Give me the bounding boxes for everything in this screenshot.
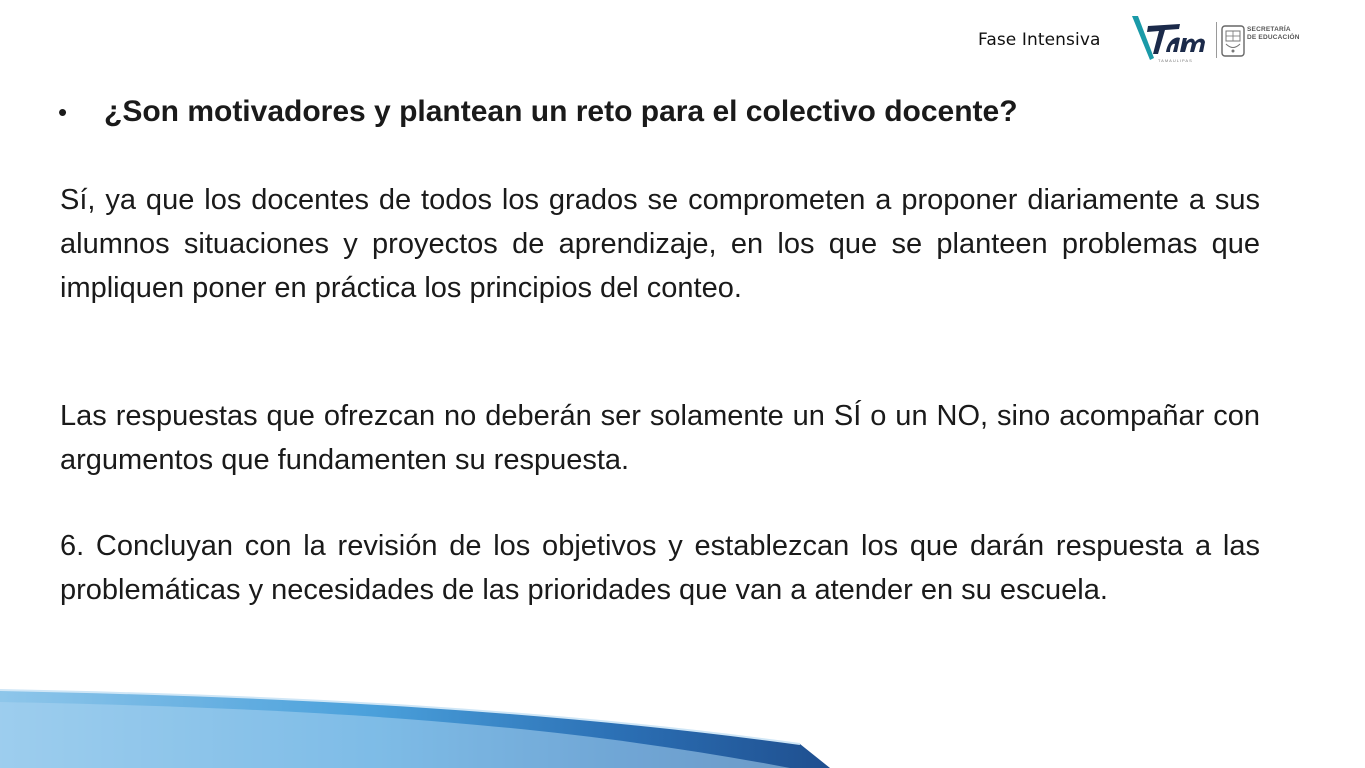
bullet-icon: • [58, 97, 68, 127]
tam-logo-subtitle: TAMAULIPAS [1158, 58, 1193, 63]
tam-logo [1128, 14, 1220, 64]
footer-wave-decoration [0, 688, 1365, 768]
question-bullet-item [58, 95, 1278, 129]
sep-logo-text: SECRETARÍA DE EDUCACIÓN [1247, 26, 1300, 41]
paragraph-answer: Sí, ya que los docentes de todos los grados se comprometen a proponer diariamente a sus alumnos situaciones y proyectos de aprendizaje, en los que se planteen problemas que impliquen poner en práctica los principios del conteo. [60, 184, 1260, 304]
seal-icon [1219, 24, 1247, 58]
question-text: ¿Son motivadores y plantean un reto para el colectivo docente? [104, 95, 1018, 128]
paragraph-responses: Las respuestas que ofrezcan no deberán ser solamente un SÍ o un NO, sino acompañar con argumentos que fundamenten su respuesta. [60, 400, 1260, 476]
paragraph-step-6: 6. Concluyan con la revisión de los objetivos y establezcan los que darán respuesta a las problemáticas y necesidades de las prioridades que van a atender en su escuela. [60, 530, 1260, 606]
tam-logo-slash [1132, 16, 1154, 60]
tam-logo-a [1166, 38, 1180, 52]
tam-logo-m [1180, 38, 1205, 52]
section-label: Fase Intensiva [978, 30, 1101, 50]
logo-divider [1216, 22, 1217, 58]
